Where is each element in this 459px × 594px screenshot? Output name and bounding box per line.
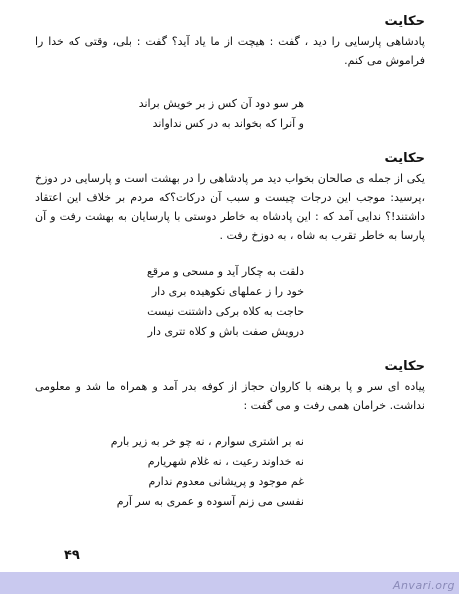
story-2-verses bbox=[74, 262, 304, 342]
verse-line: غم موجود و پریشانی معدوم ندارم bbox=[148, 475, 304, 488]
verse-line: هر سو دود آن کس ز بر خویش براند bbox=[138, 97, 304, 110]
verse-line: دلقت به چکار آید و مسحی و مرقع bbox=[146, 265, 304, 278]
story-3-verses bbox=[74, 432, 304, 512]
story-3 bbox=[35, 359, 425, 415]
verse-line: درویش صفت باش و کلاه تتری دار bbox=[147, 325, 304, 338]
story-2-heading: حکایت bbox=[384, 151, 425, 166]
verse-line: نه خداوند رعیت ، نه غلام شهریارم bbox=[147, 455, 304, 468]
story-3-paragraph: پیاده ای سر و پا برهنه با کاروان حجاز از کوفه بدر آمد و همراه ما شد و معلومی نداشت. خرامان همی رفت و می گفت : bbox=[35, 380, 425, 412]
verse-line: حاجت به کلاه برکی داشتنت نیست bbox=[147, 305, 304, 318]
story-1 bbox=[35, 14, 425, 70]
verse-line: خود را ز عملهای نکوهیده بری دار bbox=[151, 285, 304, 298]
verse-line: نفسی می زنم آسوده و عمری به سر آرم bbox=[116, 495, 304, 508]
story-2 bbox=[35, 151, 425, 245]
footer-bar bbox=[0, 572, 459, 594]
story-1-verses bbox=[74, 94, 304, 134]
watermark-text: Anvari.org bbox=[392, 579, 455, 592]
page-number: ۴۹ bbox=[64, 548, 80, 563]
story-1-paragraph: پادشاهی پارسایی را دید ، گفت : هیچت از ما یاد آید؟ گفت : بلی، وقتی که خدا را فراموش می کنم. bbox=[35, 35, 425, 67]
story-3-heading: حکایت bbox=[384, 359, 425, 374]
verse-line: و آنرا که بخواند به در کس نداواند bbox=[152, 117, 304, 130]
story-1-heading: حکایت bbox=[384, 14, 425, 29]
story-2-paragraph: یکی از جمله ی صالحان بخواب دید مر پادشاهی را در بهشت است و پارسایی در دوزخ ،پرسید: موجب این درجات چیست و سبب آن درکات؟که مردم بر خلاف این اعتقاد داشتند!؟ ندایی آمد که : این پادشاه به خاطر دوستی با پارسایان به بهشت رفت و آن پارسا به خاطر تقرب به شاه ، به دوزخ رفت . bbox=[35, 172, 425, 242]
verse-line: نه بر اشتری سوارم ، نه چو خر به زیر بارم bbox=[110, 435, 304, 448]
